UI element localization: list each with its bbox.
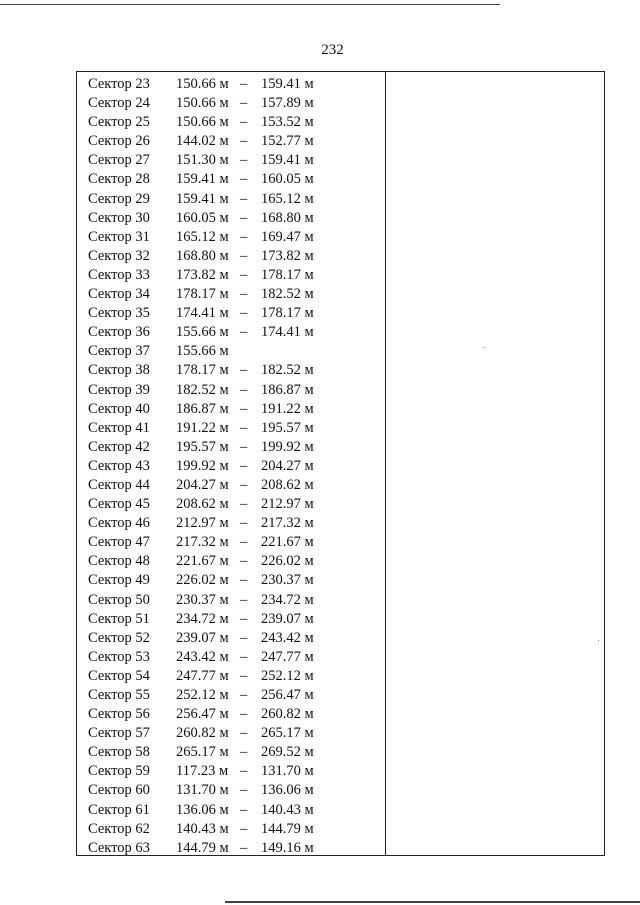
distance-to: 195.57 м <box>261 419 314 436</box>
distance-from: 155.66 м <box>176 343 229 360</box>
sector-name: Сектор 25 <box>88 114 150 131</box>
sector-name: Сектор 54 <box>88 667 150 684</box>
distance-to: 152.77 м <box>261 133 314 150</box>
range-dash: – <box>240 687 248 703</box>
distance-from: 159.41 м <box>176 190 229 207</box>
distance-to: 204.27 м <box>261 457 314 474</box>
distance-to: 265.17 м <box>261 725 314 742</box>
distance-to: 168.80 м <box>261 209 314 226</box>
range-dash: – <box>240 228 248 245</box>
sector-name: Сектор 32 <box>88 247 150 264</box>
distance-to: 234.72 м <box>261 591 314 608</box>
sector-name: Сектор 35 <box>88 305 150 322</box>
distance-to: 169.47 м <box>261 228 314 245</box>
distance-to: 174.41 м <box>261 324 314 341</box>
distance-to: 212.97 м <box>261 496 314 513</box>
distance-to: 160.05 м <box>261 171 314 188</box>
table-row <box>77 209 385 228</box>
distance-to: 260.82 м <box>261 706 314 723</box>
distance-from: 144.79 м <box>176 839 229 856</box>
distance-to: 159.41 м <box>261 76 314 92</box>
range-dash: – <box>240 190 248 207</box>
distance-to: 159.41 м <box>261 152 314 169</box>
table-row <box>77 801 385 820</box>
distance-from: 217.32 м <box>176 534 229 551</box>
range-dash: – <box>240 171 248 188</box>
scan-speck <box>484 347 485 348</box>
range-dash: – <box>240 667 248 684</box>
table-row <box>77 552 385 571</box>
sector-table <box>76 71 605 856</box>
table-row <box>77 438 385 457</box>
distance-to: 226.02 м <box>261 553 314 570</box>
distance-to: 131.70 м <box>261 763 314 780</box>
range-dash: – <box>240 381 248 398</box>
table-row <box>77 113 385 132</box>
sector-name: Сектор 38 <box>88 362 150 379</box>
range-dash: – <box>240 496 248 513</box>
distance-to: 182.52 м <box>261 286 314 303</box>
distance-to: 173.82 м <box>261 247 314 264</box>
range-dash: – <box>240 706 248 723</box>
distance-to: 199.92 м <box>261 438 314 455</box>
range-dash: – <box>240 591 248 608</box>
table-row <box>77 610 385 629</box>
sector-name: Сектор 31 <box>88 228 150 245</box>
range-dash: – <box>240 133 248 150</box>
table-row <box>77 457 385 476</box>
distance-from: 243.42 м <box>176 648 229 665</box>
sector-name: Сектор 55 <box>88 687 150 703</box>
distance-from: 239.07 м <box>176 629 229 646</box>
range-dash: – <box>240 801 248 818</box>
range-dash: – <box>240 515 248 532</box>
range-dash: – <box>240 572 248 589</box>
distance-from: 165.12 м <box>176 228 229 245</box>
sector-name: Сектор 47 <box>88 534 150 551</box>
distance-to: 191.22 м <box>261 400 314 417</box>
range-dash: – <box>240 610 248 627</box>
table-row <box>77 381 385 400</box>
sector-name: Сектор 52 <box>88 629 150 646</box>
sector-name: Сектор 37 <box>88 343 150 360</box>
table-row <box>77 591 385 610</box>
sector-name: Сектор 51 <box>88 610 150 627</box>
distance-from: 178.17 м <box>176 362 229 379</box>
distance-from: 234.72 м <box>176 610 229 627</box>
range-dash: – <box>240 820 248 837</box>
sector-name: Сектор 23 <box>88 76 150 92</box>
table-row <box>77 342 385 361</box>
distance-from: 144.02 м <box>176 133 229 150</box>
sector-name: Сектор 48 <box>88 553 150 570</box>
table-row <box>77 304 385 323</box>
range-dash: – <box>240 629 248 646</box>
range-dash: – <box>240 839 248 856</box>
table-row <box>77 170 385 189</box>
distance-to: 256.47 м <box>261 687 314 703</box>
sector-name: Сектор 39 <box>88 381 150 398</box>
distance-from: 256.47 м <box>176 706 229 723</box>
table-row <box>77 94 385 113</box>
table-row <box>77 361 385 380</box>
distance-from: 178.17 м <box>176 286 229 303</box>
distance-from: 173.82 м <box>176 266 229 283</box>
distance-to: 269.52 м <box>261 744 314 761</box>
scan-edge-bottom <box>225 901 640 903</box>
range-dash: – <box>240 763 248 780</box>
sector-name: Сектор 45 <box>88 496 150 513</box>
distance-to: 165.12 м <box>261 190 314 207</box>
table-row <box>77 686 385 705</box>
range-dash: – <box>240 324 248 341</box>
range-dash: – <box>240 782 248 799</box>
range-dash: – <box>240 286 248 303</box>
sector-name: Сектор 46 <box>88 515 150 532</box>
distance-from: 150.66 м <box>176 114 229 131</box>
table-row <box>77 190 385 209</box>
table-row <box>77 228 385 247</box>
distance-to: 178.17 м <box>261 266 314 283</box>
table-row <box>77 781 385 800</box>
sector-name: Сектор 44 <box>88 476 150 493</box>
distance-from: 247.77 м <box>176 667 229 684</box>
distance-to: 186.87 м <box>261 381 314 398</box>
distance-from: 199.92 м <box>176 457 229 474</box>
distance-to: 239.07 м <box>261 610 314 627</box>
distance-to: 140.43 м <box>261 801 314 818</box>
table-row <box>77 285 385 304</box>
distance-from: 131.70 м <box>176 782 229 799</box>
distance-from: 168.80 м <box>176 247 229 264</box>
distance-to: 247.77 м <box>261 648 314 665</box>
range-dash: – <box>240 419 248 436</box>
table-row <box>77 533 385 552</box>
table-row <box>77 629 385 648</box>
sector-name: Сектор 24 <box>88 95 150 112</box>
range-dash: – <box>240 266 248 283</box>
range-dash: – <box>240 534 248 551</box>
distance-from: 212.97 м <box>176 515 229 532</box>
range-dash: – <box>240 553 248 570</box>
distance-from: 191.22 м <box>176 419 229 436</box>
table-row <box>77 151 385 170</box>
sector-name: Сектор 56 <box>88 706 150 723</box>
table-row <box>77 75 385 94</box>
distance-to: 217.32 м <box>261 515 314 532</box>
range-dash: – <box>240 362 248 379</box>
sector-name: Сектор 60 <box>88 782 150 799</box>
distance-from: 160.05 м <box>176 209 229 226</box>
table-row <box>77 247 385 266</box>
range-dash: – <box>240 476 248 493</box>
table-row <box>77 743 385 762</box>
sector-name: Сектор 29 <box>88 190 150 207</box>
distance-from: 265.17 м <box>176 744 229 761</box>
distance-from: 150.66 м <box>176 95 229 112</box>
distance-to: 230.37 м <box>261 572 314 589</box>
distance-to: 149.16 м <box>261 839 314 856</box>
range-dash: – <box>240 209 248 226</box>
distance-to: 136.06 м <box>261 782 314 799</box>
distance-from: 174.41 м <box>176 305 229 322</box>
range-dash: – <box>240 438 248 455</box>
range-dash: – <box>240 247 248 264</box>
sector-rows <box>77 75 385 858</box>
distance-to: 221.67 м <box>261 534 314 551</box>
distance-from: 140.43 м <box>176 820 229 837</box>
range-dash: – <box>240 744 248 761</box>
table-row <box>77 400 385 419</box>
range-dash: – <box>240 76 248 92</box>
sector-name: Сектор 63 <box>88 839 150 856</box>
distance-from: 195.57 м <box>176 438 229 455</box>
sector-name: Сектор 26 <box>88 133 150 150</box>
distance-from: 252.12 м <box>176 687 229 703</box>
sector-name: Сектор 58 <box>88 744 150 761</box>
distance-from: 230.37 м <box>176 591 229 608</box>
distance-from: 117.23 м <box>176 763 229 780</box>
distance-to: 157.89 м <box>261 95 314 112</box>
sector-name: Сектор 59 <box>88 763 150 780</box>
sector-name: Сектор 53 <box>88 648 150 665</box>
distance-from: 226.02 м <box>176 572 229 589</box>
sector-name: Сектор 40 <box>88 400 150 417</box>
distance-from: 159.41 м <box>176 171 229 188</box>
column-divider <box>385 72 386 855</box>
sector-name: Сектор 42 <box>88 438 150 455</box>
sector-name: Сектор 50 <box>88 591 150 608</box>
distance-from: 204.27 м <box>176 476 229 493</box>
sector-name: Сектор 27 <box>88 152 150 169</box>
distance-from: 221.67 м <box>176 553 229 570</box>
range-dash: – <box>240 457 248 474</box>
table-row <box>77 419 385 438</box>
distance-from: 136.06 м <box>176 801 229 818</box>
table-row <box>77 724 385 743</box>
range-dash: – <box>240 114 248 131</box>
table-row <box>77 132 385 151</box>
scan-speck <box>598 640 599 641</box>
table-row <box>77 266 385 285</box>
distance-from: 151.30 м <box>176 152 229 169</box>
distance-to: 252.12 м <box>261 667 314 684</box>
table-row <box>77 495 385 514</box>
distance-from: 155.66 м <box>176 324 229 341</box>
distance-from: 182.52 м <box>176 381 229 398</box>
table-row <box>77 820 385 839</box>
table-row <box>77 762 385 781</box>
table-row <box>77 705 385 724</box>
table-row <box>77 514 385 533</box>
distance-from: 260.82 м <box>176 725 229 742</box>
table-row <box>77 667 385 686</box>
sector-name: Сектор 41 <box>88 419 150 436</box>
distance-from: 208.62 м <box>176 496 229 513</box>
distance-to: 144.79 м <box>261 820 314 837</box>
range-dash: – <box>240 95 248 112</box>
sector-name: Сектор 43 <box>88 457 150 474</box>
sector-name: Сектор 33 <box>88 266 150 283</box>
distance-from: 186.87 м <box>176 400 229 417</box>
sector-name: Сектор 49 <box>88 572 150 589</box>
page-number: 232 <box>321 42 344 58</box>
range-dash: – <box>240 400 248 417</box>
table-row <box>77 839 385 858</box>
table-row <box>77 648 385 667</box>
range-dash: – <box>240 648 248 665</box>
distance-to: 153.52 м <box>261 114 314 131</box>
distance-to: 182.52 м <box>261 362 314 379</box>
range-dash: – <box>240 725 248 742</box>
sector-name: Сектор 30 <box>88 209 150 226</box>
sector-name: Сектор 62 <box>88 820 150 837</box>
range-dash: – <box>240 305 248 322</box>
sector-name: Сектор 57 <box>88 725 150 742</box>
table-row <box>77 323 385 342</box>
scan-edge-top <box>0 4 500 5</box>
sector-name: Сектор 36 <box>88 324 150 341</box>
range-dash: – <box>240 152 248 169</box>
sector-name: Сектор 61 <box>88 801 150 818</box>
distance-from: 150.66 м <box>176 76 229 92</box>
sector-name: Сектор 34 <box>88 286 150 303</box>
distance-to: 178.17 м <box>261 305 314 322</box>
table-row <box>77 571 385 590</box>
table-row <box>77 476 385 495</box>
distance-to: 208.62 м <box>261 476 314 493</box>
distance-to: 243.42 м <box>261 629 314 646</box>
sector-name: Сектор 28 <box>88 171 150 188</box>
